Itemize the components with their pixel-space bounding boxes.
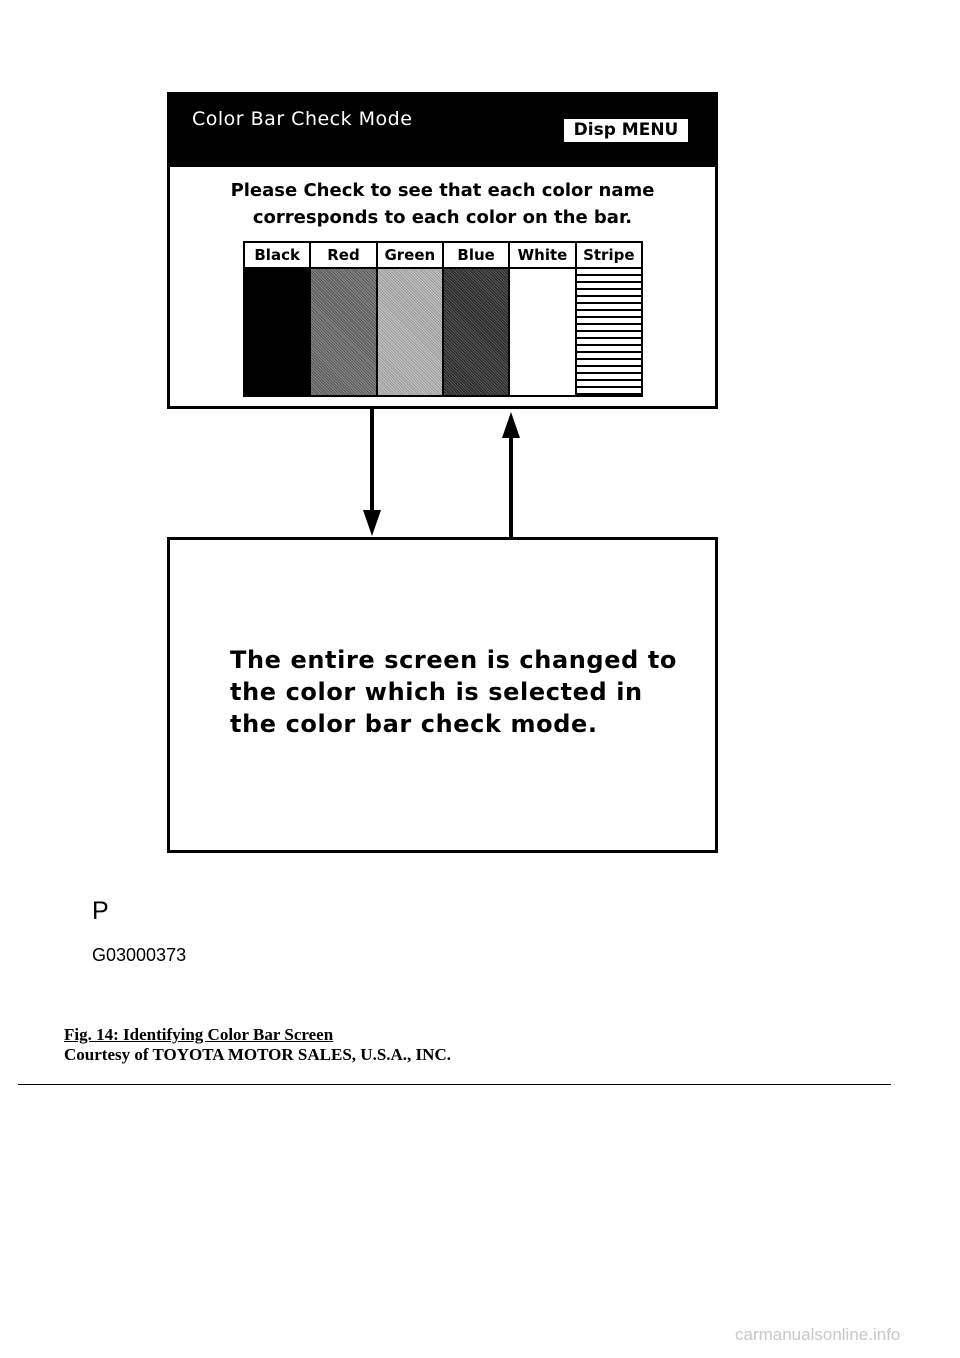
description-line-3: the color bar check mode. [230,710,598,738]
divider [18,1084,891,1085]
color-bar-label: Red [311,243,375,269]
color-bar-white[interactable] [510,243,576,395]
arrow-up-icon [502,412,520,537]
color-bar-red[interactable] [311,243,377,395]
color-bar-green[interactable] [378,243,444,395]
color-bar-blue[interactable] [444,243,510,395]
watermark: carmanualsonline.info [735,1325,901,1344]
color-bar-label: Black [245,243,309,269]
figure-caption[interactable]: Fig. 14: Identifying Color Bar Screen [64,1025,334,1044]
color-bar-black[interactable] [245,243,311,395]
color-swatch-stripe [577,269,641,395]
color-swatch-white [510,269,574,395]
color-bar-label: Green [378,243,442,269]
color-swatch-black [245,269,309,395]
arrow-down-icon [363,409,381,536]
instruction-line-1: Please Check to see that each color name [230,180,655,201]
color-swatch-blue [444,269,508,395]
color-bar-label: Stripe [577,243,641,269]
full-color-description [230,644,677,740]
instruction-line-2: corresponds to each color on the bar. [252,207,633,228]
screen-header [170,95,715,167]
color-bar-label: Blue [444,243,508,269]
color-swatch-red [311,269,375,395]
description-line-2: the color which is selected in [230,678,643,706]
disp-menu-button[interactable]: Disp MENU [562,117,690,144]
instruction-text [170,177,715,231]
figure-code: G03000373 [92,945,187,965]
color-bar-label: White [510,243,574,269]
figure-courtesy: Courtesy of TOYOTA MOTOR SALES, U.S.A., INC. [64,1045,451,1064]
figure-letter: P [92,897,109,925]
color-bar-stripe[interactable] [577,243,641,395]
color-swatch-green [378,269,442,395]
color-bar-check-screen [167,92,718,409]
color-bar-table [243,241,643,397]
screen-title: Color Bar Check Mode [192,108,413,130]
description-line-1: The entire screen is changed to [230,646,677,674]
full-color-screen [167,537,718,853]
